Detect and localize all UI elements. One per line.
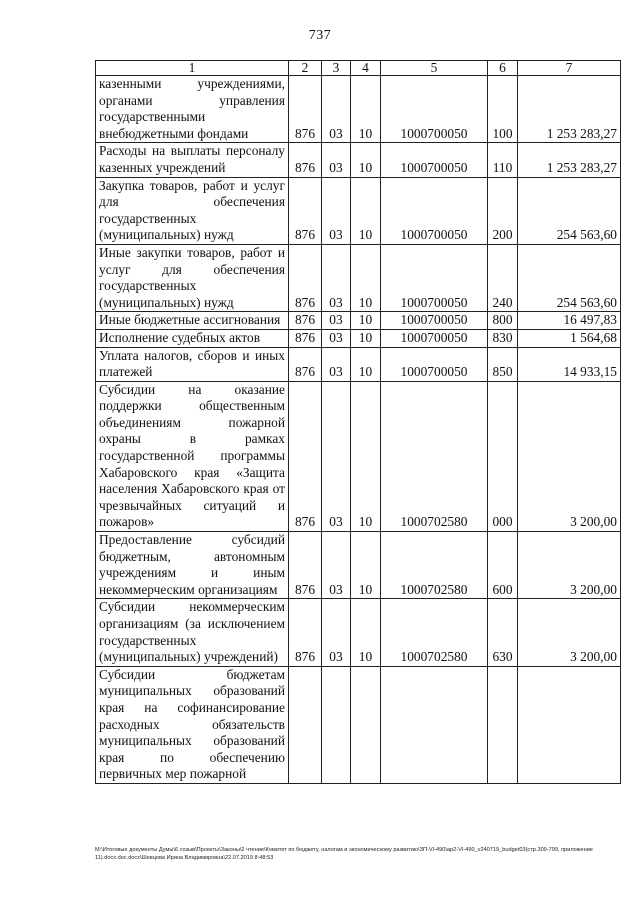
cell-target [381,666,488,783]
row-name: казенными учреждениями, органами управления государственными внебюджетными фондами [96,76,289,143]
cell-section: 03 [322,329,351,347]
row-name: Субсидии на оказание поддержки общественным объединениям пожарной охраны в рамках государственной программы Хабаровского края «Защита населения Хабаровского края от чрезвычайных ситуаций и пожаров» [96,381,289,531]
cell-type: 800 [488,312,518,330]
cell-section: 03 [322,381,351,531]
cell-code: 876 [289,143,322,177]
cell-amount: 254 563,60 [518,244,621,311]
cell-target: 1000700050 [381,177,488,244]
page-number: 737 [308,28,332,43]
cell-target: 1000702580 [381,381,488,531]
cell-subsection [351,666,381,783]
table-row [96,177,621,244]
column-header: 7 [518,61,621,76]
cell-section: 03 [322,347,351,381]
cell-amount: 3 200,00 [518,381,621,531]
cell-amount: 1 253 283,27 [518,76,621,143]
row-name: Иные закупки товаров, работ и услуг для обеспечения государственных (муниципальных) нужд [96,244,289,311]
cell-amount: 1 564,68 [518,329,621,347]
table-row [96,143,621,177]
cell-subsection: 10 [351,329,381,347]
column-header: 5 [381,61,488,76]
cell-code: 876 [289,312,322,330]
table-row [96,347,621,381]
document-footer-path: M:\Итоговые документы Думы\6 созыв\Проекты\Законы\2 чтение\Комитет по бюджету, налогам и экономическому развитию\ЗП-VI-490\ap2-VI-490_v240719_budget03(стр.309-799, приложение 11).docx.doc.docx\Шевцова Ирина Владимировна\22.07.2019 8:48:53 [95,847,593,861]
cell-target: 1000700050 [381,329,488,347]
column-header: 2 [289,61,322,76]
cell-subsection: 10 [351,244,381,311]
column-header: 4 [351,61,381,76]
cell-target: 1000700050 [381,76,488,143]
row-name: Субсидии бюджетам муниципальных образований края на софинансирование расходных обязательств муниципальных образований края по обеспечению первичных мер пожарной [96,666,289,783]
table-row [96,532,621,599]
cell-amount: 1 253 283,27 [518,143,621,177]
cell-code: 876 [289,76,322,143]
cell-type [488,666,518,783]
column-header: 1 [96,61,289,76]
table-row [96,244,621,311]
budget-table [95,60,621,784]
cell-target: 1000700050 [381,143,488,177]
cell-code: 876 [289,532,322,599]
cell-amount: 16 497,83 [518,312,621,330]
cell-subsection: 10 [351,599,381,666]
cell-type: 100 [488,76,518,143]
cell-target: 1000700050 [381,312,488,330]
cell-section: 03 [322,312,351,330]
cell-subsection: 10 [351,76,381,143]
cell-section: 03 [322,143,351,177]
cell-code: 876 [289,177,322,244]
table-row [96,76,621,143]
cell-amount [518,666,621,783]
cell-type: 630 [488,599,518,666]
cell-amount: 3 200,00 [518,599,621,666]
row-name: Субсидии некоммерческим организациям (за исключением государственных (муниципальных) учреждений) [96,599,289,666]
cell-subsection: 10 [351,532,381,599]
table-row [96,381,621,531]
column-header: 6 [488,61,518,76]
table-row [96,312,621,330]
cell-type: 110 [488,143,518,177]
cell-section: 03 [322,599,351,666]
cell-amount: 254 563,60 [518,177,621,244]
cell-subsection: 10 [351,312,381,330]
table-header-row [96,61,621,76]
cell-target: 1000702580 [381,532,488,599]
row-name: Уплата налогов, сборов и иных платежей [96,347,289,381]
cell-subsection: 10 [351,381,381,531]
cell-subsection: 10 [351,143,381,177]
cell-target: 1000700050 [381,244,488,311]
cell-type: 850 [488,347,518,381]
cell-section: 03 [322,177,351,244]
cell-amount: 3 200,00 [518,532,621,599]
cell-section: 03 [322,244,351,311]
cell-code: 876 [289,599,322,666]
cell-type: 240 [488,244,518,311]
cell-code [289,666,322,783]
row-name: Предоставление субсидий бюджетным, автономным учреждениям и иным некоммерческим организациям [96,532,289,599]
cell-target: 1000702580 [381,599,488,666]
row-name: Иные бюджетные ассигнования [96,312,289,330]
cell-type: 000 [488,381,518,531]
table-row [96,666,621,783]
row-name: Исполнение судебных актов [96,329,289,347]
column-header: 3 [322,61,351,76]
table-row [96,329,621,347]
cell-section: 03 [322,532,351,599]
cell-code: 876 [289,381,322,531]
cell-code: 876 [289,244,322,311]
cell-target: 1000700050 [381,347,488,381]
cell-type: 200 [488,177,518,244]
cell-type: 600 [488,532,518,599]
row-name: Расходы на выплаты персоналу казенных учреждений [96,143,289,177]
table-row [96,599,621,666]
cell-subsection: 10 [351,177,381,244]
row-name: Закупка товаров, работ и услуг для обеспечения государственных (муниципальных) нужд [96,177,289,244]
cell-type: 830 [488,329,518,347]
cell-code: 876 [289,347,322,381]
cell-code: 876 [289,329,322,347]
cell-section: 03 [322,76,351,143]
cell-section [322,666,351,783]
cell-amount: 14 933,15 [518,347,621,381]
cell-subsection: 10 [351,347,381,381]
